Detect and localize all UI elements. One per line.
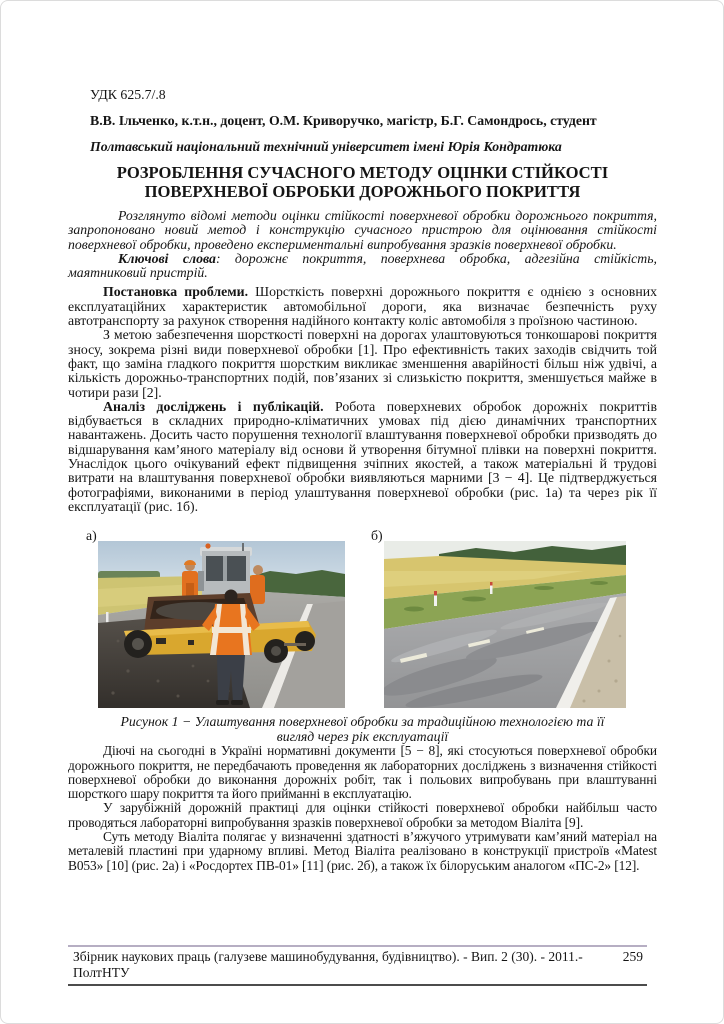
udc-code: УДК 625.7/.8 (90, 87, 166, 102)
figure-1 (68, 528, 657, 708)
machine-wheel-rear (295, 631, 315, 651)
paragraph-problem-statement (68, 285, 657, 328)
figure-sublabel-a: а) (86, 528, 97, 544)
paragraph-vialit-method: Суть методу Віаліта полягає у визначенні здатності в’яжучого утримувати кам’яний матеріал на металевій пластині при ударному впливі. Метод Віаліта реалізовано в конструкції пристроїв «Matest B053» [10] (рис. 2а) і «Росдортех ПВ-01» [11] (рис. 2б), а також їх білоруським аналогом «ПС-2» [12]. (68, 829, 657, 873)
figure-sublabel-b: б) (371, 528, 383, 544)
paper-title-line2: ПОВЕРХНЕВОЇ ОБРОБКИ ДОРОЖНЬОГО ПОКРИТТЯ (144, 182, 581, 201)
page-number: 259 (622, 949, 643, 964)
paragraph-roughness: З метою забезпечення шорсткості поверхні на дорогах улаштовуються тонкошарові покриття зносу, зокрема різні види поверхневої обробки [1]. Про ефективність таких заходів свідчить той факт, що заміна гладкого покриття шорстким викликає зменшення аварійності більш ніж удвічі, а кількість дорожньо-транспортних подій, пов’язаних зі слизькістю покриття, зменшується майже в чотири рази [2]. (68, 327, 657, 400)
photo-surface-treatment-construction (98, 541, 345, 708)
paragraph-lead: Аналіз досліджень і публікацій. (103, 398, 324, 414)
paragraph-lead: Постановка проблеми. (103, 284, 249, 300)
abstract-text (68, 209, 657, 252)
paragraph-norm-documents: Діючі на сьогодні в Україні нормативні документи [5 − 8], які стосуються поверхневої обробки дорожнього покриття, не передбачають проведення як лабораторних досліджень з визначення стійкості поверхневої обробки до виконання дорожніх робіт, так і польових випробувань при влаштуванні шорсткого шару покриття та його прийманні в експлуатацію. (68, 743, 657, 802)
affiliation-line: Полтавський національний технічний університет імені Юрія Кондратюка (90, 139, 562, 154)
paragraph-foreign-practice: У зарубіжній дорожній практиці для оцінки стійкості поверхневої обробки найбільш часто проводяться лабораторні випробування зразків поверхневої обробки за методом Віаліта [9]. (68, 800, 657, 830)
journal-footer-text: Збірник наукових праць (галузеве машинобудування, будівництво). - Вип. 2 (30). - 2011.-ПолтНТУ (73, 949, 583, 980)
delineator-post-near (434, 591, 437, 606)
abstract-body: Розглянуто відомі методи оцінки стійкості поверхневої обробки дорожнього покриття, запропоновано новий метод і конструкцію сучасного пристрою для оцінювання стійкості поверхневої обробки, проведено експериментальні випробування зразків поверхневої обробки. (68, 208, 657, 252)
keywords-text: : дорожнє покриття, поверхнева обробка, адгезійна стійкість, маятниковий пристрій. (68, 250, 657, 281)
paper-title-line1: РОЗРОБЛЕННЯ СУЧАСНОГО МЕТОДУ ОЦІНКИ СТІЙКОСТІ (116, 163, 609, 182)
paper-title (68, 163, 657, 201)
paragraph-text: Шорсткість поверхні дорожнього покриття є однією з основних експлуатаційних характеристик автомобільної дороги, яка визначає безпечність руху автотранспорту за рахунок створення надійного контакту коліс автомобіля з проїзною частиною. (68, 284, 657, 329)
body-text-lower (68, 744, 657, 873)
delineator-post-far (490, 582, 493, 594)
paragraph-analysis (68, 400, 657, 514)
paragraph-text: Робота поверхневих обробок дорожніх покриттів відбувається в складних природно-кліматичних умовах під дією динамічних транспортних навантажень. Досить часто порушення технології влаштування поверхневої обробки призводять до відшарування кам’яного матеріалу від основи й утворення бітумної плівки на поверхні покриття. Унаслідок цього очікуваний ефект підвищення зчіпних якостей, а також матеріальні й трудові витрати на влаштування поверхневої обробки виявляються марними [3 − 4]. Це підтверджується фотографіями, виконаними в період улаштування поверхневої обробки (рис. 1а) та через рік її експлуатації (рис. 1б). (68, 398, 657, 514)
journal-footer (68, 945, 647, 986)
abstract-block (68, 209, 657, 280)
tractor (198, 543, 252, 599)
figure-caption: Рисунок 1 − Улаштування поверхневої обробки за традиційною технологією та її вигляд через рік експлуатації (120, 714, 605, 745)
photo-road-after-one-year (384, 541, 626, 708)
keywords-label: Ключові слова (118, 250, 216, 266)
page-content (68, 87, 657, 873)
keywords-line (68, 252, 657, 281)
body-text-upper (68, 285, 657, 514)
authors-line: В.В. Ільченко, к.т.н., доцент, О.М. Криворучко, магістр, Б.Г. Самондрось, студент (90, 113, 597, 128)
